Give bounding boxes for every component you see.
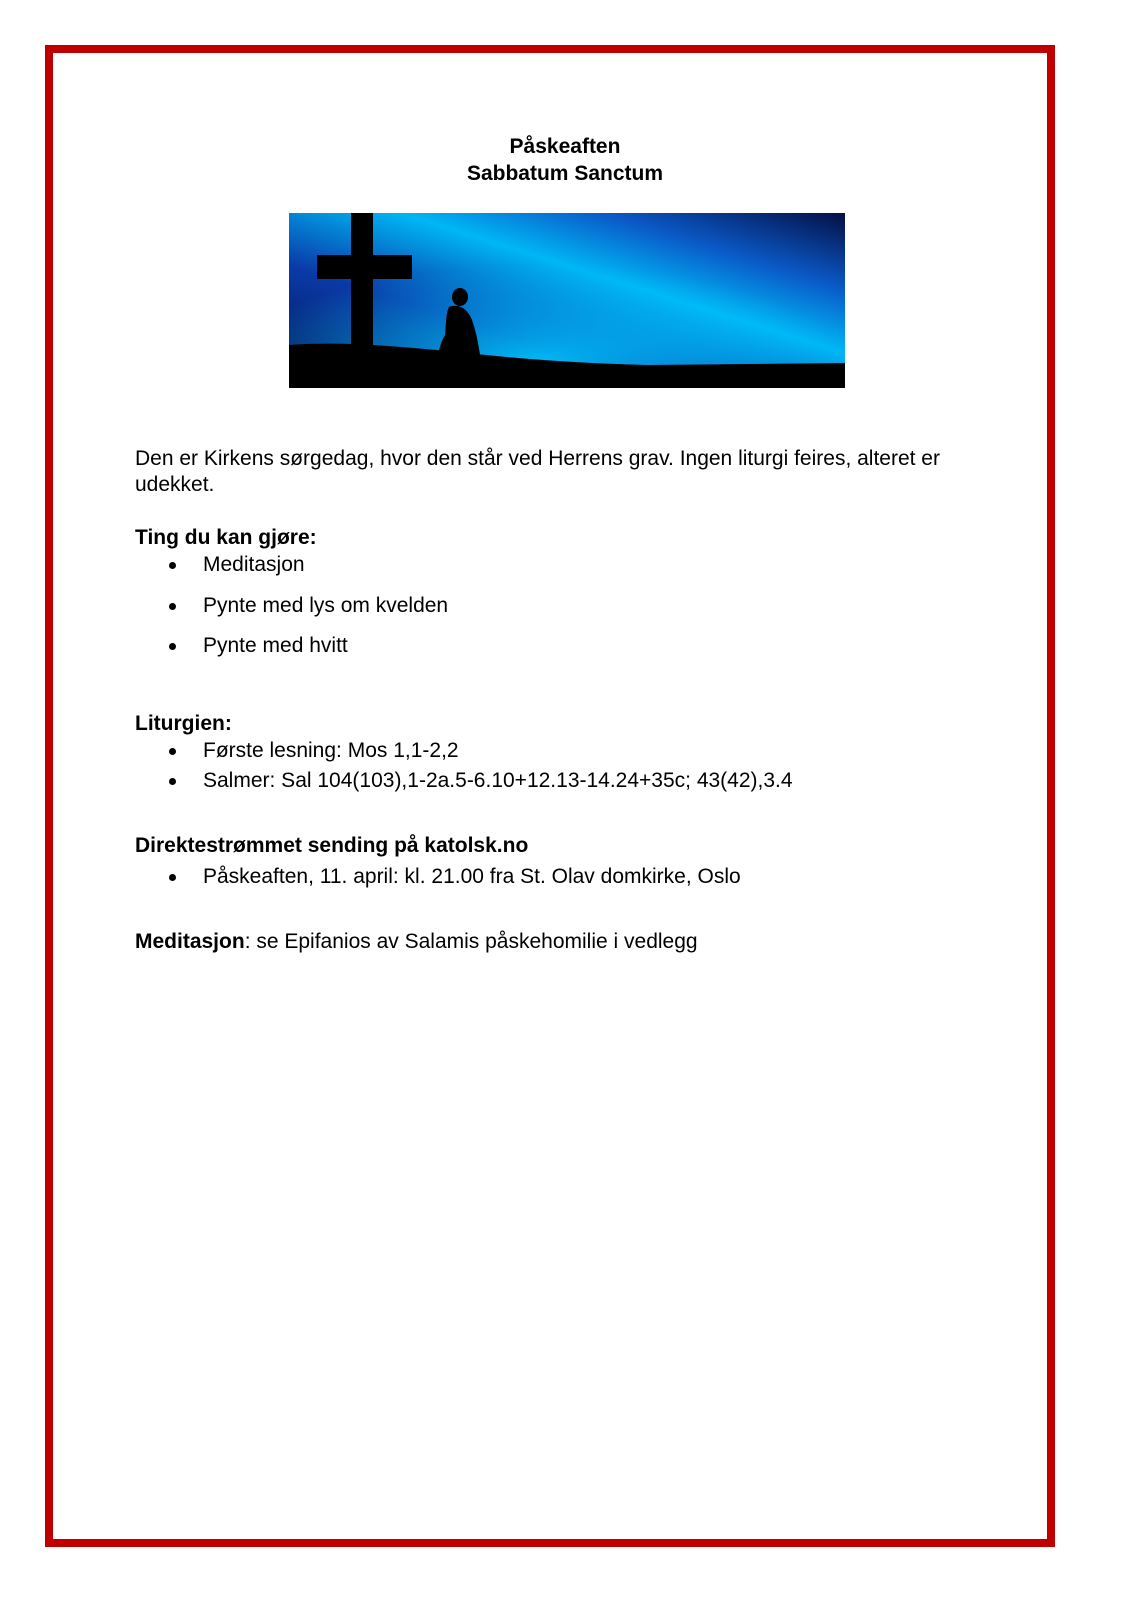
cross-shape: [351, 213, 373, 353]
meditation-line: [135, 929, 995, 955]
intro-paragraph: Den er Kirkens sørgedag, hvor den står ved Herrens grav. Ingen liturgi feires, alteret er udekket.: [135, 447, 940, 496]
things-heading: Ting du kan gjøre:: [135, 526, 317, 549]
bullet-icon: [169, 562, 176, 569]
meditation-label: Meditasjon: [135, 930, 245, 953]
bullet-icon: [169, 778, 176, 785]
bullet-icon: [169, 748, 176, 755]
liturgy-heading: Liturgien:: [135, 712, 232, 735]
bullet-icon: [169, 874, 176, 881]
page-subtitle: Sabbatum Sanctum: [466, 162, 664, 185]
stream-heading: Direktestrømmet sending på katolsk.no: [135, 834, 529, 857]
page-title: Påskeaften: [509, 135, 621, 158]
header-image: [289, 213, 845, 388]
meditation-text: : se Epifanios av Salamis påskehomilie i vedlegg: [244, 930, 698, 953]
bullet-icon: [169, 603, 176, 610]
bullet-icon: [169, 643, 176, 650]
